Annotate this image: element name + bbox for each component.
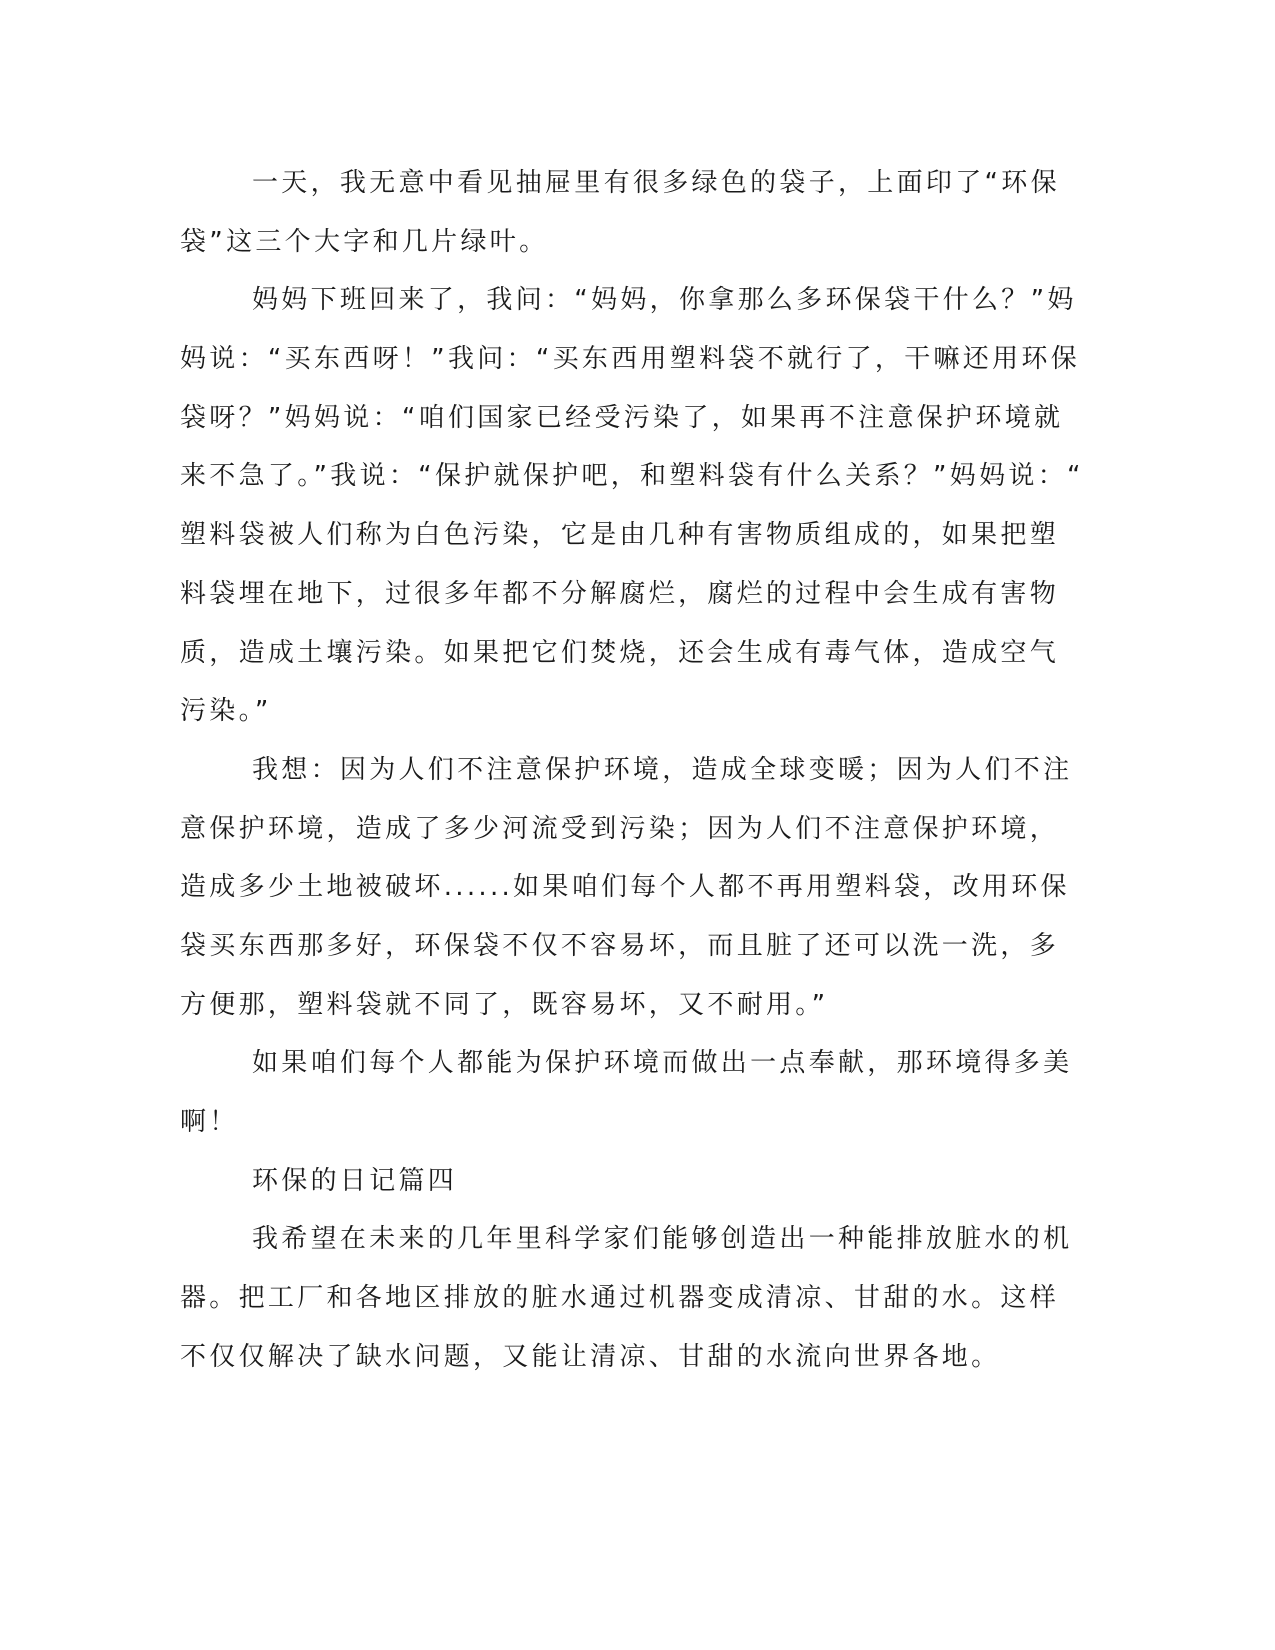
text-line: 环保的日记篇四 (252, 1165, 458, 1196)
section-heading (180, 1152, 1060, 1211)
text-line: 器。把工厂和各地区排放的脏水通过机器变成清凉、甘甜的水。这样 (180, 1283, 1060, 1314)
text-line: 袋买东西那多好，环保袋不仅不容易坏，而且脏了还可以洗一洗，多 (180, 930, 1060, 961)
text-line: 意保护环境，造成了多少河流受到污染；因为人们不注意保护环境， (180, 813, 1060, 844)
paragraph (180, 271, 1084, 741)
paragraph (180, 154, 1060, 271)
text-line: 不仅仅解决了缺水问题，又能让清凉、甘甜的水流向世界各地。 (180, 1341, 1001, 1372)
paragraph (180, 741, 1073, 1034)
text-line: 料袋埋在地下，过很多年都不分解腐烂，腐烂的过程中会生成有害物 (180, 578, 1060, 609)
text-line: 一天，我无意中看见抽屉里有很多绿色的袋子，上面印了“环保 (252, 168, 1060, 198)
text-line: 塑料袋被人们称为白色污染，它是由几种有害物质组成的，如果把塑 (180, 520, 1060, 551)
text-line: 袋”这三个大字和几片绿叶。 (180, 226, 549, 257)
text-line: 方便那，塑料袋就不同了，既容易坏，又不耐用。” (180, 989, 829, 1020)
paragraph (180, 1210, 1073, 1386)
text-line: 造成多少土地被破坏......如果咱们每个人都不再用塑料袋，改用环保 (180, 872, 1070, 903)
document-page (180, 154, 1084, 1386)
text-line: 我想：因为人们不注意保护环境，造成全球变暖；因为人们不注 (252, 754, 1073, 785)
text-line: 啊！ (180, 1107, 239, 1137)
text-line: 如果咱们每个人都能为保护环境而做出一点奉献，那环境得多美 (252, 1048, 1073, 1079)
text-line: 来不急了。”我说：“保护就保护吧，和塑料袋有什么关系？”妈妈说：“ (180, 461, 1084, 492)
text-line: 我希望在未来的几年里科学家们能够创造出一种能排放脏水的机 (252, 1224, 1073, 1255)
text-line: 妈说：“买东西呀！”我问：“买东西用塑料袋不就行了，干嘛还用环保 (180, 344, 1081, 375)
text-line: 袋呀？”妈妈说：“咱们国家已经受污染了，如果再不注意保护环境就 (180, 402, 1064, 433)
text-line: 质，造成土壤污染。如果把它们焚烧，还会生成有毒气体，造成空气 (180, 637, 1060, 668)
text-line: 污染。” (180, 696, 272, 727)
text-line: 妈妈下班回来了，我问：“妈妈，你拿那么多环保袋干什么？”妈 (252, 285, 1077, 316)
paragraph (180, 1034, 1073, 1151)
